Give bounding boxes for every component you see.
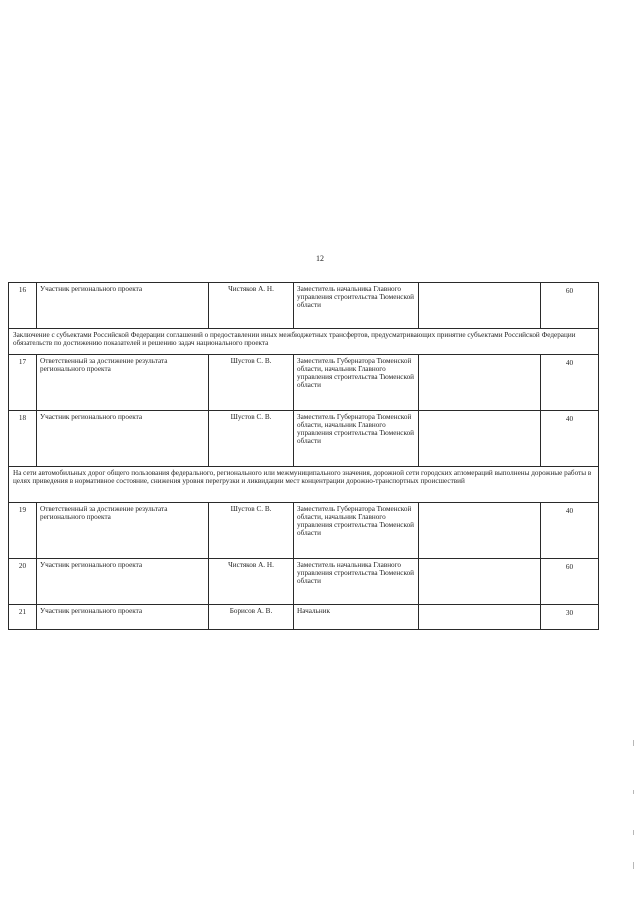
role-cell: Участник регионального проекта xyxy=(37,605,209,630)
value-cell: 40 xyxy=(541,411,599,467)
row-number: 21 xyxy=(9,605,37,630)
value-cell: 30 xyxy=(541,605,599,630)
position-cell: Заместитель Губернатора Тюменской области, начальник Главного управления строительства Тюменской области xyxy=(294,503,419,559)
row-number: 19 xyxy=(9,503,37,559)
value-cell: 60 xyxy=(541,283,599,329)
table-row xyxy=(9,355,599,411)
person-cell: Шустов С. В. xyxy=(209,411,294,467)
row-number: 17 xyxy=(9,355,37,411)
section-heading: На сети автомобильных дорог общего пользования федерального, регионального или межмуниципального значения, дорожной сети городских агломераций выполнены дорожные работы в целях приведения в нормативное состояние, снижения уровня перегрузки и ликвидации мест концентрации дорожно-транспортных происшествий xyxy=(9,467,599,503)
value-cell: 60 xyxy=(541,559,599,605)
row-number: 20 xyxy=(9,559,37,605)
note-cell xyxy=(419,283,541,329)
person-cell: Чистяков А. Н. xyxy=(209,559,294,605)
participants-table xyxy=(8,282,599,630)
person-cell: Чистяков А. Н. xyxy=(209,283,294,329)
person-cell: Шустов С. В. xyxy=(209,355,294,411)
page-number: 12 xyxy=(316,254,324,263)
note-cell xyxy=(419,411,541,467)
person-cell: Борисов А. В. xyxy=(209,605,294,630)
table-row xyxy=(9,503,599,559)
note-cell xyxy=(419,559,541,605)
value-cell: 40 xyxy=(541,355,599,411)
table-row xyxy=(9,559,599,605)
row-number: 16 xyxy=(9,283,37,329)
section-row xyxy=(9,329,599,355)
scan-speckle xyxy=(633,830,634,835)
scan-speckle xyxy=(633,790,634,794)
role-cell: Участник регионального проекта xyxy=(37,283,209,329)
position-cell: Заместитель Губернатора Тюменской области, начальник Главного управления строительства Тюменской области xyxy=(294,355,419,411)
section-heading: Заключение с субъектами Российской Федерации соглашений о предоставлении иных межбюджетных трансфертов, предусматривающих принятие субъектами Российской Федерации обязательств по достижению показателей и решению задач национального проекта xyxy=(9,329,599,355)
table-row xyxy=(9,605,599,630)
position-cell: Заместитель Губернатора Тюменской области, начальник Главного управления строительства Тюменской области xyxy=(294,411,419,467)
role-cell: Ответственный за достижение результата регионального проекта xyxy=(37,355,209,411)
scan-speckle xyxy=(633,862,634,869)
person-cell: Шустов С. В. xyxy=(209,503,294,559)
note-cell xyxy=(419,503,541,559)
note-cell xyxy=(419,605,541,630)
role-cell: Ответственный за достижение результата регионального проекта xyxy=(37,503,209,559)
table-row xyxy=(9,411,599,467)
role-cell: Участник регионального проекта xyxy=(37,411,209,467)
position-cell: Начальник xyxy=(294,605,419,630)
scan-speckle xyxy=(633,740,634,746)
section-row xyxy=(9,467,599,503)
table-row xyxy=(9,283,599,329)
row-number: 18 xyxy=(9,411,37,467)
position-cell: Заместитель начальника Главного управления строительства Тюменской области xyxy=(294,283,419,329)
note-cell xyxy=(419,355,541,411)
value-cell: 40 xyxy=(541,503,599,559)
role-cell: Участник регионального проекта xyxy=(37,559,209,605)
position-cell: Заместитель начальника Главного управления строительства Тюменской области xyxy=(294,559,419,605)
